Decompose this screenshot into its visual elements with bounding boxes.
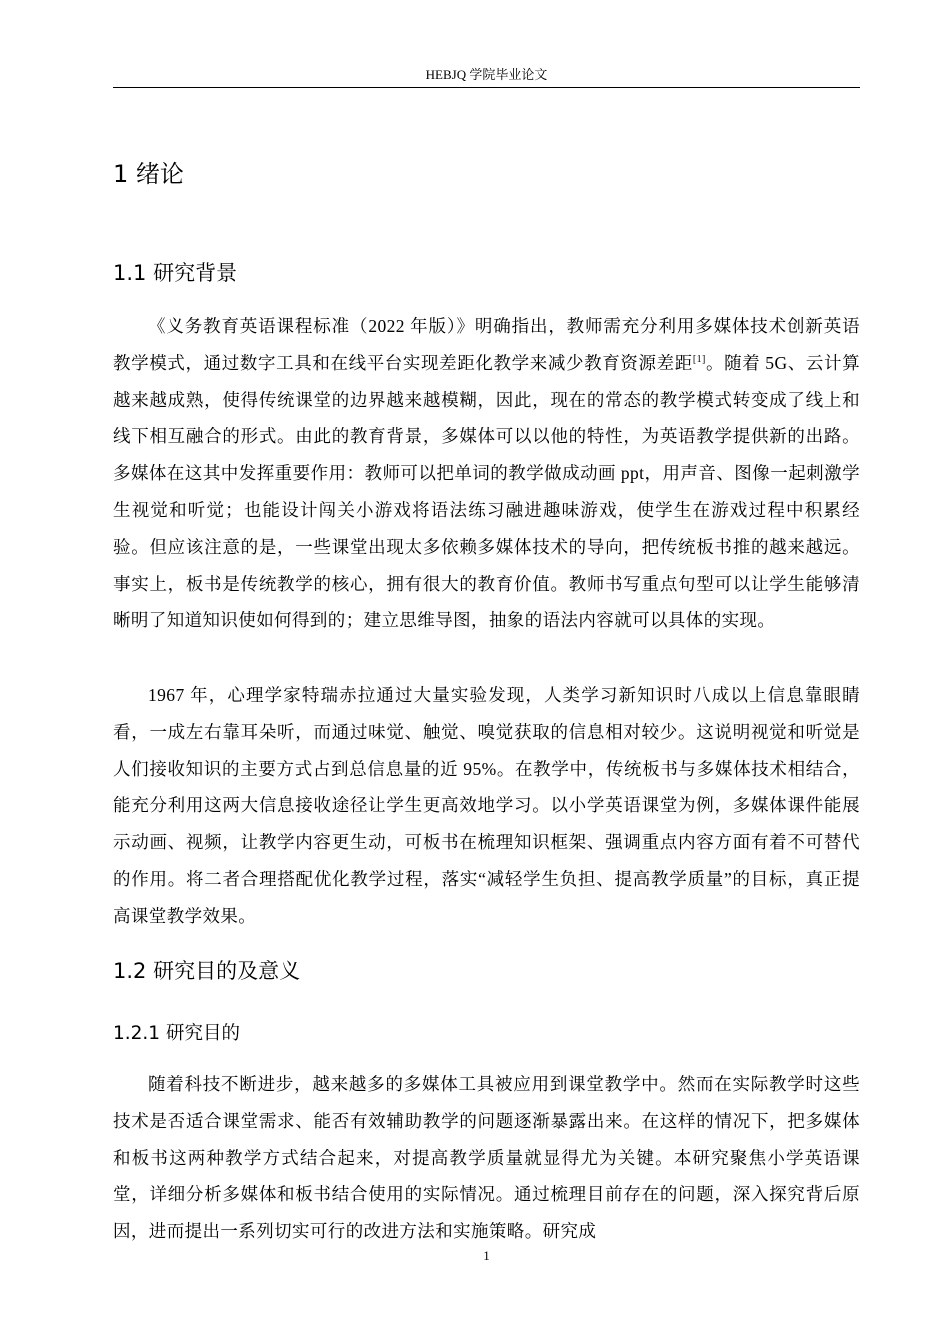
paragraph-background-1	[113, 308, 860, 639]
header-rule	[113, 87, 860, 88]
chapter-title: 1 绪论	[113, 160, 184, 188]
page-number: 1	[483, 1248, 490, 1263]
subsection-title-purpose: 1.2.1 研究目的	[113, 1023, 240, 1044]
paragraph-text: 。随着 5G、云计算越来越成熟，使得传统课堂的边界越来越模糊，因此，现在的常态的教学模式转变成了线上和线下相互融合的形式。由此的教育背景，多媒体可以以他的特性，为英语教学提供新的出路。多媒体在这其中发挥重要作用：教师可以把单词的教学做成动画 ppt，用声音、图像一起刺激学生视觉和听觉；也能设计闯关小游戏将语法练习融进趣味游戏，使学生在游戏过程中积累经验。但应该注意的是，一些课堂出现太多依赖多媒体技术的导向，把传统板书推的越来越远。事实上，板书是传统教学的核心，拥有很大的教育价值。教师书写重点句型可以让学生能够清晰明了知道知识使如何得到的；建立思维导图，抽象的语法内容就可以具体的实现。	[113, 352, 860, 631]
citation-marker: [1]	[692, 353, 706, 365]
section-title-background: 1.1 研究背景	[113, 261, 238, 285]
paragraph-purpose-1: 随着科技不断进步，越来越多的多媒体工具被应用到课堂教学中。然而在实际教学时这些技术是否适合课堂需求、能否有效辅助教学的问题逐渐暴露出来。在这样的情况下，把多媒体和板书这两种教学方式结合起来，对提高教学质量就显得尤为关键。本研究聚焦小学英语课堂，详细分析多媒体和板书结合使用的实际情况。通过梳理目前存在的问题，深入探究背后原因，进而提出一系列切实可行的改进方法和实施策略。研究成	[113, 1074, 860, 1242]
section-title-purpose: 1.2 研究目的及意义	[113, 959, 301, 983]
paragraph-text: 《义务教育英语课程标准（2022 年版）》明确指出，教师需充分利用多媒体技术创新英语教学模式，通过数字工具和在线平台实现差距化教学来减少教育资源差距	[113, 316, 861, 373]
paragraph-background-2: 1967 年，心理学家特瑞赤拉通过大量实验发现，人类学习新知识时八成以上信息靠眼睛看，一成左右靠耳朵听，而通过味觉、触觉、嗅觉获取的信息相对较少。这说明视觉和听觉是人们接收知识的主要方式占到总信息量的近 95%。在教学中，传统板书与多媒体技术相结合，能充分利用这两大信息接收途径让学生更高效地学习。以小学英语课堂为例，多媒体课件能展示动画、视频，让教学内容更生动，可板书在梳理知识框架、强调重点内容方面有着不可替代的作用。将二者合理搭配优化教学过程，落实“减轻学生负担、提高教学质量”的目标，真正提高课堂教学效果。	[113, 685, 860, 926]
running-header: HEBJQ 学院毕业论文	[425, 67, 548, 82]
